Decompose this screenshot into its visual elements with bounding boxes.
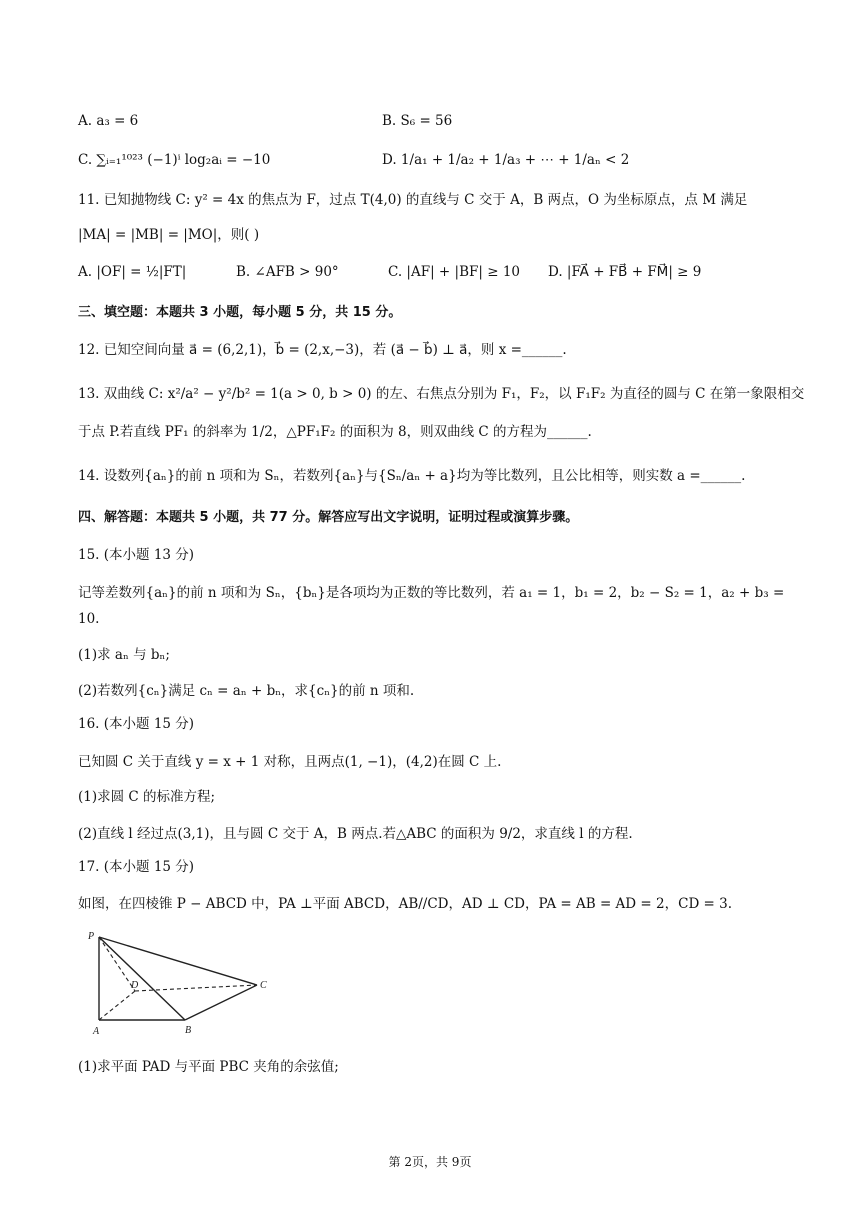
q11-option-c: C. |AF| + |BF| ≥ 10 bbox=[388, 264, 520, 280]
q16-line1: 已知圆 C 关于直线 y = x + 1 对称，且两点(1, −1)，(4,2)在圆 C 上. bbox=[78, 754, 502, 770]
q16-header: 16. (本小题 15 分) bbox=[78, 716, 195, 732]
q11-option-b: B. ∠AFB > 90° bbox=[236, 264, 339, 280]
q15-part2: (2)若数列{cₙ}满足 cₙ = aₙ + bₙ，求{cₙ}的前 n 项和. bbox=[78, 683, 415, 699]
q15-part1: (1)求 aₙ 与 bₙ; bbox=[78, 647, 170, 663]
q16-part2: (2)直线 l 经过点(3,1)，且与圆 C 交于 A，B 两点.若△ABC 的面积为 9/2，求直线 l 的方程. bbox=[78, 826, 633, 842]
q16-part1: (1)求圆 C 的标准方程; bbox=[78, 789, 216, 805]
label-b: B bbox=[185, 1025, 192, 1036]
label-c: C bbox=[260, 980, 267, 991]
q11-stem-line1: 11. 已知抛物线 C: y² = 4x 的焦点为 F，过点 T(4,0) 的直线与 C 交于 A，B 两点，O 为坐标原点，点 M 满足 bbox=[78, 192, 748, 208]
q12-text: 12. 已知空间向量 a⃗ = (6,2,1)，b⃗ = (2,x,−3)，若 (a⃗ − b⃗) ⊥ a⃗，则 x =______. bbox=[78, 342, 567, 358]
q13-line2: 于点 P.若直线 PF₁ 的斜率为 1/2，△PF₁F₂ 的面积为 8，则双曲线 C 的方程为______. bbox=[78, 424, 592, 440]
q15-line2: 10. bbox=[78, 611, 100, 627]
q11-stem-line2: |MA| = |MB| = |MO|，则( ) bbox=[78, 227, 260, 243]
q17-line1: 如图，在四棱锥 P − ABCD 中，PA ⊥平面 ABCD，AB//CD，AD ⊥ CD，PA = AB = AD = 2，CD = 3. bbox=[78, 896, 733, 912]
q15-line1: 记等差数列{aₙ}的前 n 项和为 Sₙ，{bₙ}是各项均为正数的等比数列，若 a₁ = 1，b₁ = 2，b₂ − S₂ = 1，a₂ + b₃ = bbox=[78, 585, 785, 601]
q17-part1: (1)求平面 PAD 与平面 PBC 夹角的余弦值; bbox=[78, 1059, 339, 1075]
q17-header: 17. (本小题 15 分) bbox=[78, 859, 195, 875]
edge-pc bbox=[99, 937, 257, 985]
edge-pd bbox=[99, 937, 135, 991]
edge-bc bbox=[185, 985, 257, 1020]
q10-option-c: C. ∑ᵢ₌₁¹⁰²³ (−1)ⁱ log₂aᵢ = −10 bbox=[78, 152, 271, 168]
label-a: A bbox=[93, 1026, 100, 1037]
q13-line1: 13. 双曲线 C: x²/a² − y²/b² = 1(a > 0, b > 0) 的左、右焦点分别为 F₁，F₂，以 F₁F₂ 为直径的圆与 C 在第一象限相交 bbox=[78, 386, 805, 402]
q10-option-a: A. a₃ = 6 bbox=[78, 113, 139, 129]
q14-text: 14. 设数列{aₙ}的前 n 项和为 Sₙ，若数列{aₙ}与{Sₙ/aₙ + a}均为等比数列，且公比相等，则实数 a =______. bbox=[78, 468, 746, 484]
label-d: D bbox=[131, 980, 139, 991]
label-p: P bbox=[88, 931, 95, 942]
q11-option-a: A. |OF| = ½|FT| bbox=[78, 264, 187, 280]
q15-header: 15. (本小题 13 分) bbox=[78, 547, 195, 563]
pyramid-figure bbox=[82, 925, 282, 1041]
q11-option-d: D. |FA⃗ + FB⃗ + FM⃗| ≥ 9 bbox=[548, 264, 702, 280]
section-4-heading: 四、解答题：本题共 5 小题，共 77 分。解答应写出文字说明，证明过程或演算步骤。 bbox=[78, 510, 579, 525]
edge-ad bbox=[99, 991, 135, 1020]
q10-option-b: B. S₆ = 56 bbox=[382, 113, 453, 129]
q10-option-d: D. 1/a₁ + 1/a₂ + 1/a₃ + ⋯ + 1/aₙ < 2 bbox=[382, 152, 630, 168]
page-footer: 第 2页，共 9页 bbox=[388, 1155, 472, 1169]
section-3-heading: 三、填空题：本题共 3 小题，每小题 5 分，共 15 分。 bbox=[78, 305, 402, 320]
